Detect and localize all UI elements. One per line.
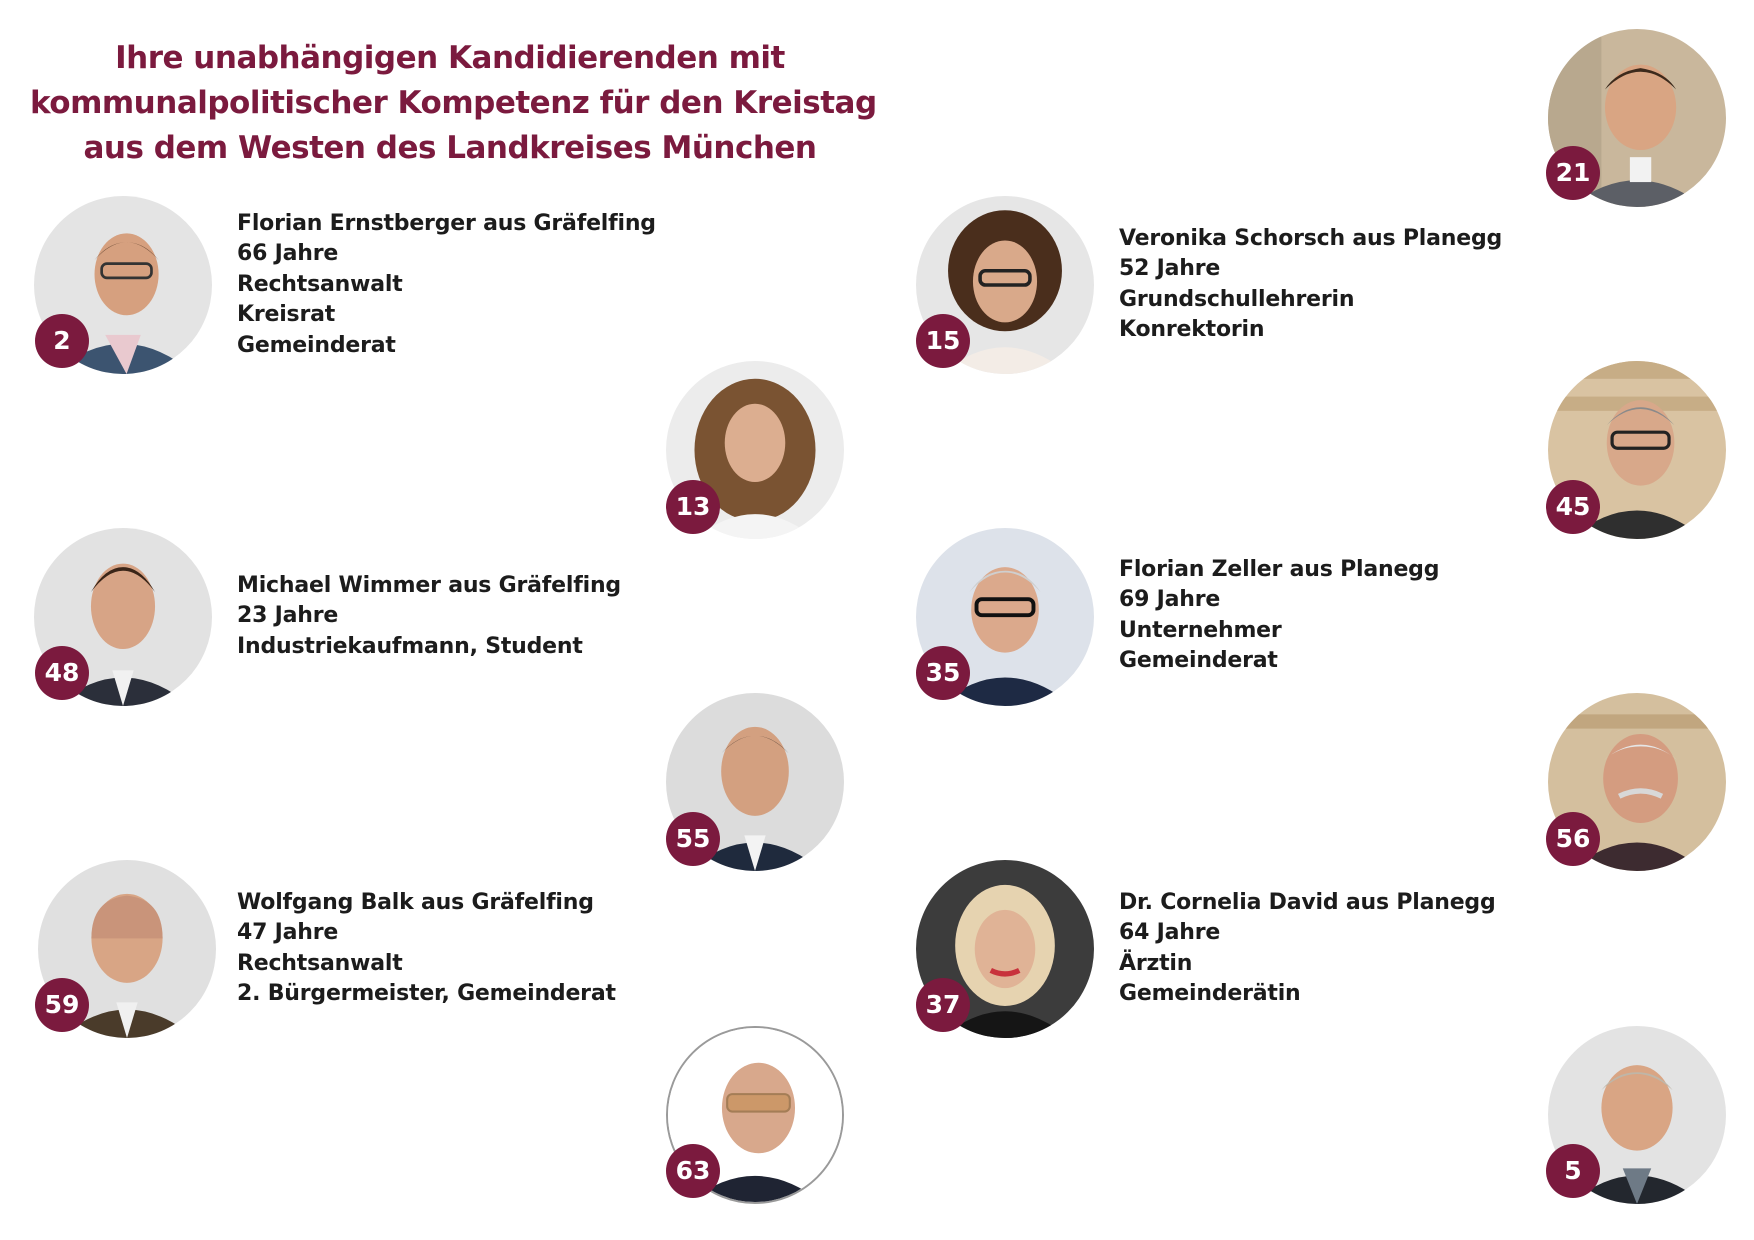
candidate-number-badge: 37 <box>916 978 970 1032</box>
candidate-number-badge: 13 <box>666 480 720 534</box>
candidate-age: 66 Jahre <box>237 241 339 267</box>
candidate-age: 69 Jahre <box>1119 587 1221 613</box>
candidate-number-badge: 2 <box>35 314 89 368</box>
candidate-detail: Unternehmer <box>1119 617 1282 643</box>
candidate-detail: Rechtsanwalt <box>237 271 403 297</box>
candidate-name: Dr. Cornelia David aus Planegg <box>1119 890 1496 915</box>
candidate-info <box>237 209 656 361</box>
candidate-info <box>237 888 616 1010</box>
candidate-detail: Kreisrat <box>237 302 336 328</box>
candidate-detail: Grundschullehrerin <box>1119 286 1355 312</box>
page-title <box>30 36 877 171</box>
candidate-number-badge: 56 <box>1546 812 1600 866</box>
candidate-number-badge: 15 <box>916 314 970 368</box>
candidate-name: Veronika Schorsch aus Planegg <box>1119 226 1503 251</box>
candidate-number-badge: 5 <box>1546 1144 1600 1198</box>
headline-line-2: kommunalpolitischer Kompetenz für den Kreistag <box>30 85 877 121</box>
candidate-number-badge: 48 <box>35 646 89 700</box>
candidate-info <box>1119 224 1502 346</box>
candidate-number-badge: 21 <box>1546 146 1600 200</box>
candidate-number-badge: 35 <box>916 646 970 700</box>
candidate-info <box>1119 888 1496 1010</box>
candidate-number-badge: 63 <box>666 1144 720 1198</box>
candidate-number-badge: 55 <box>666 812 720 866</box>
candidate-detail: Industriekaufmann, Student <box>237 633 583 659</box>
candidate-age: 23 Jahre <box>237 603 339 629</box>
candidate-age: 47 Jahre <box>237 920 339 946</box>
candidate-number-badge: 45 <box>1546 480 1600 534</box>
candidate-detail: Ärztin <box>1119 950 1193 976</box>
candidate-name: Michael Wimmer aus Gräfelfing <box>237 573 621 598</box>
candidate-name: Florian Ernstberger aus Gräfelfing <box>237 211 656 236</box>
headline-line-3: aus dem Westen des Landkreises München <box>83 130 817 166</box>
candidate-number-badge: 59 <box>35 978 89 1032</box>
candidate-detail: Gemeinderat <box>1119 648 1278 674</box>
candidate-detail: Rechtsanwalt <box>237 950 403 976</box>
candidate-age: 64 Jahre <box>1119 920 1221 946</box>
candidate-detail: Gemeinderat <box>237 332 396 358</box>
candidate-detail: Gemeinderätin <box>1119 981 1301 1007</box>
candidate-info <box>1119 555 1439 677</box>
headline-line-1: Ihre unabhängigen Kandidierenden mit <box>115 40 785 76</box>
candidate-age: 52 Jahre <box>1119 256 1221 282</box>
candidate-info <box>237 571 621 662</box>
candidate-name: Wolfgang Balk aus Gräfelfing <box>237 890 594 915</box>
candidate-detail: Konrektorin <box>1119 317 1265 343</box>
candidate-name: Florian Zeller aus Planegg <box>1119 557 1440 582</box>
candidate-detail: 2. Bürgermeister, Gemeinderat <box>237 981 616 1007</box>
